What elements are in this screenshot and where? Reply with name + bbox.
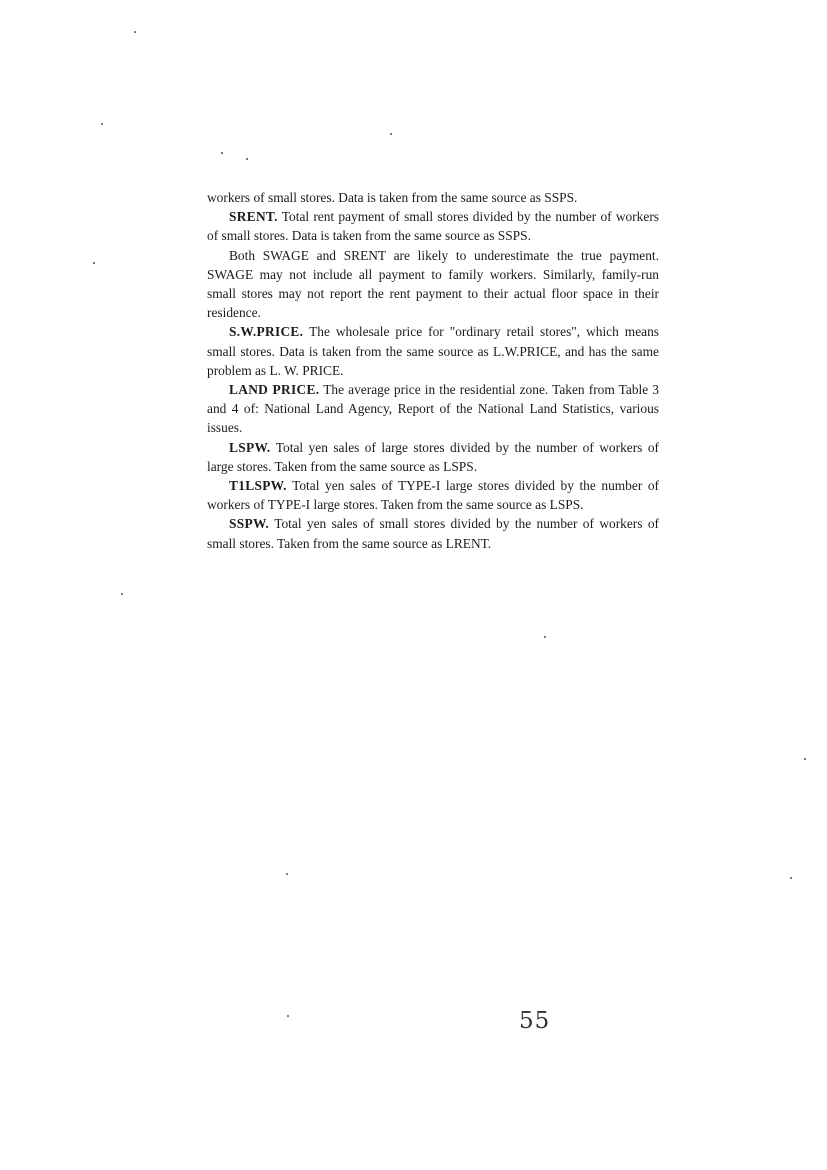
- paragraph-text: workers of small stores. Data is taken from the same source as SSPS.: [207, 190, 578, 205]
- scan-speck: [121, 593, 123, 595]
- term-label: LSPW.: [229, 439, 271, 455]
- term-label: LAND PRICE.: [229, 382, 320, 398]
- scan-speck: [101, 123, 103, 125]
- paragraph-sspw: [207, 514, 659, 552]
- paragraph-text: Total yen sales of large stores divided by the number of workers of large stores. Taken from the same source as LSPS.: [207, 439, 659, 474]
- page-number: 55: [519, 1008, 551, 1034]
- paragraph-text: The wholesale price for "ordinary retail stores", which means small stores. Data is taken from the same source as L.W.PRICE, and has the same problem as L. W. PRICE.: [207, 324, 659, 378]
- scan-speck: [544, 636, 546, 638]
- paragraph-text: The average price in the residential zone. Taken from Table 3 and 4 of: National Land Agency, Report of the National Land Statistics, various issues.: [207, 382, 659, 436]
- scan-speck: [790, 877, 792, 879]
- paragraph-continuation: [207, 188, 659, 207]
- paragraph-lspw: [207, 438, 659, 476]
- paragraph-swage-srent: [207, 246, 659, 323]
- body-text: [207, 188, 659, 553]
- term-label: S.W.PRICE.: [229, 324, 304, 340]
- term-label: T1LSPW.: [229, 478, 287, 494]
- paragraph-text: Both SWAGE and SRENT are likely to underestimate the true payment. SWAGE may not include all payment to family workers. Similarly, family-run small stores may not report the rent payment to their actual floor space in their residence.: [207, 247, 659, 321]
- scan-speck: [390, 133, 392, 135]
- scan-speck: [286, 873, 288, 875]
- term-label: SSPW.: [229, 516, 270, 532]
- scan-speck: [287, 1015, 289, 1017]
- paragraph-text: Total yen sales of TYPE-I large stores divided by the number of workers of TYPE-I large stores. Taken from the same source as LSPS.: [207, 478, 659, 513]
- term-label: SRENT.: [229, 209, 278, 225]
- paragraph-sw-price: [207, 322, 659, 380]
- scan-speck: [134, 31, 136, 33]
- scan-speck: [246, 158, 248, 160]
- scan-speck: [221, 152, 223, 154]
- paragraph-land-price: [207, 380, 659, 438]
- paragraph-text: Total rent payment of small stores divided by the number of workers of small stores. Data is taken from the same source as SSPS.: [207, 209, 659, 244]
- scan-speck: [93, 262, 95, 264]
- scan-speck: [804, 758, 806, 760]
- paragraph-srent: [207, 207, 659, 245]
- paragraph-text: Total yen sales of small stores divided by the number of workers of small stores. Taken from the same source as LRENT.: [207, 516, 659, 551]
- paragraph-t1lspw: [207, 476, 659, 514]
